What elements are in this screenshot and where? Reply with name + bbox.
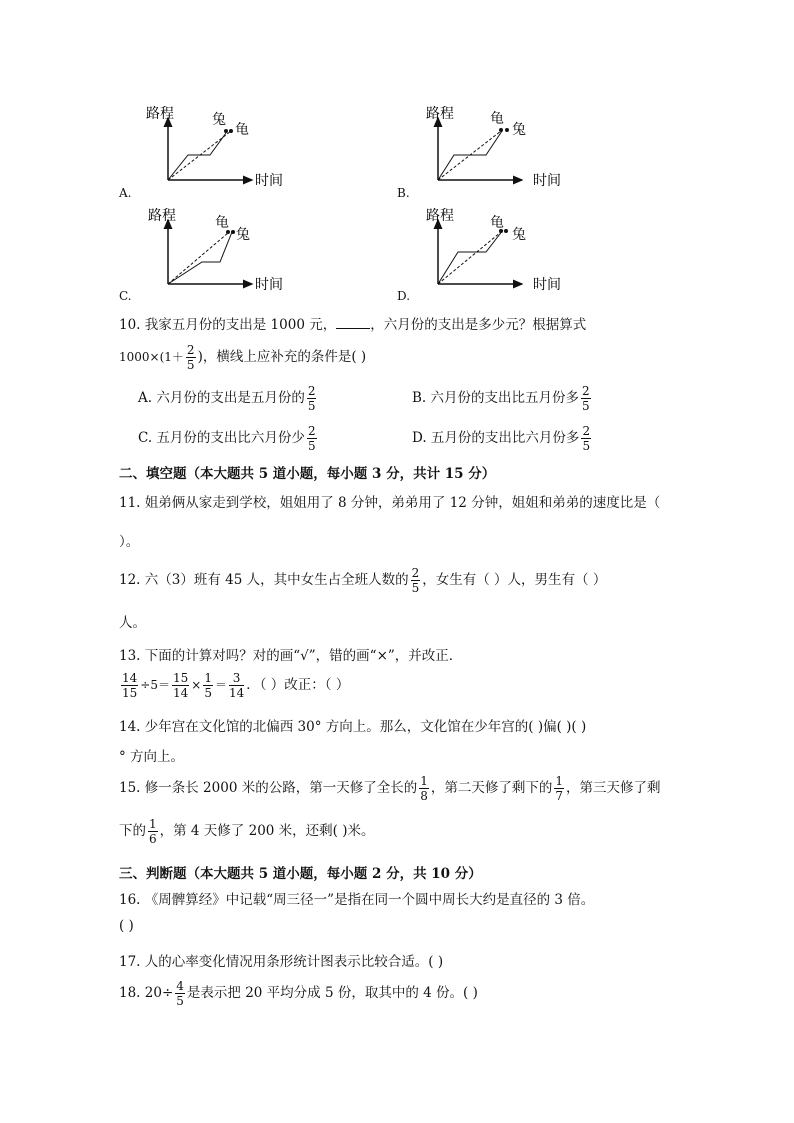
turtle-dot bbox=[499, 128, 503, 132]
rabbit-label: 兔 bbox=[512, 122, 526, 138]
turtle-label: 龟 bbox=[235, 122, 249, 138]
question-17: 17. 人的心率变化情况用条形统计图表示比较合适。( ) bbox=[119, 954, 444, 970]
frac-num: 1 bbox=[204, 671, 212, 685]
x-label: 时间 bbox=[533, 277, 561, 293]
q13-op2: × bbox=[191, 678, 202, 692]
question-11-line2: ）。 bbox=[119, 534, 140, 550]
question-12-line1 bbox=[119, 567, 606, 594]
question-16-line1: 16. 《周髀算经》中记载“周三径一”是指在同一个圆中周长大约是直径的 3 倍。 bbox=[119, 892, 595, 908]
question-15-line1 bbox=[119, 775, 660, 802]
question-13-line1: 13. 下面的计算对吗？对的画“√”，错的画“×”，并改正． bbox=[119, 648, 463, 664]
q13-fraction-1 bbox=[121, 672, 138, 699]
q18-pre: 18. 20÷ bbox=[119, 985, 174, 1001]
frac-num: 3 bbox=[229, 672, 244, 686]
frac-den: 6 bbox=[149, 832, 157, 846]
frac-num: 2 bbox=[411, 566, 420, 580]
rabbit-dot bbox=[504, 229, 508, 233]
q10-formula-post: )，横线上应补充的条件是( ) bbox=[197, 349, 367, 365]
x-label: 时间 bbox=[255, 173, 283, 189]
q15-pre: 15. 修一条长 2000 米的公路，第一天修了全长的 bbox=[119, 780, 418, 796]
q13-fraction-3 bbox=[203, 672, 213, 699]
option-c-label: C. bbox=[119, 289, 132, 303]
question-14-line2: ° 方向上。 bbox=[119, 749, 185, 765]
q15-line2-post: ，第 4 天修了 200 米，还剩( )米。 bbox=[159, 823, 375, 839]
graph-c bbox=[118, 204, 298, 300]
turtle-dot bbox=[229, 129, 233, 133]
y-label: 路程 bbox=[146, 106, 174, 122]
option-a-label: A. bbox=[119, 186, 132, 200]
question-10-formula bbox=[119, 344, 366, 371]
rabbit-label: 兔 bbox=[512, 227, 526, 243]
q13-fraction-2 bbox=[172, 672, 189, 699]
q10-option-d-text: D. 五月份的支出比六月份多 bbox=[412, 430, 580, 446]
frac-num: 2 bbox=[582, 424, 591, 438]
question-12-line2: 人。 bbox=[119, 615, 146, 631]
frac-den: 14 bbox=[172, 686, 189, 700]
frac-num: 1 bbox=[149, 817, 157, 831]
section-3-heading: 三、判断题（本大题共 5 道小题，每小题 2 分，共 10 分） bbox=[119, 866, 482, 882]
q10-text-post: ，六月份的支出是多少元？根据算式 bbox=[370, 317, 587, 333]
turtle-path bbox=[168, 233, 228, 284]
frac-den: 5 bbox=[204, 686, 212, 700]
q10-option-d-fraction bbox=[581, 425, 591, 452]
q10-option-b-fraction bbox=[581, 385, 591, 412]
frac-den: 7 bbox=[555, 789, 563, 803]
q10-blank bbox=[336, 316, 370, 329]
rabbit-label: 兔 bbox=[236, 227, 250, 243]
frac-den: 15 bbox=[122, 686, 138, 700]
graph-a bbox=[118, 100, 298, 200]
q10-option-c-fraction bbox=[307, 425, 317, 452]
question-14-line1: 14. 少年宫在文化馆的北偏西 30° 方向上。那么，文化馆在少年宫的( )偏( )( ) bbox=[119, 719, 587, 735]
turtle-path bbox=[438, 232, 501, 284]
frac-den: 8 bbox=[420, 789, 428, 803]
q12-fraction bbox=[411, 567, 421, 594]
q18-fraction bbox=[175, 980, 185, 1007]
q12-pre: 12. 六（3）班有 45 人，其中女生占全班人数的 bbox=[119, 572, 409, 588]
frac-den: 5 bbox=[582, 439, 591, 453]
section-2-heading: 二、填空题（本大题共 5 道小题，每小题 3 分，共计 15 分） bbox=[119, 466, 496, 482]
q10-formula-pre: 1000×(1＋ bbox=[119, 350, 184, 364]
frac-den: 5 bbox=[186, 358, 195, 372]
q10-option-c-text: C. 五月份的支出比六月份少 bbox=[138, 430, 305, 446]
rabbit-dot bbox=[231, 230, 235, 234]
q10-option-a-text: A. 六月份的支出是五月份的 bbox=[138, 390, 305, 406]
y-label: 路程 bbox=[426, 106, 454, 122]
frac-num: 2 bbox=[186, 343, 195, 357]
frac-den: 5 bbox=[176, 994, 184, 1008]
q12-post: ，女生有（ ）人，男生有（ ） bbox=[422, 572, 607, 588]
frac-den: 14 bbox=[228, 686, 245, 700]
graph-b bbox=[388, 100, 578, 200]
frac-den: 5 bbox=[411, 581, 420, 595]
frac-num: 2 bbox=[582, 384, 590, 398]
frac-num: 1 bbox=[420, 774, 428, 788]
q10-option-c[interactable] bbox=[138, 425, 319, 452]
frac-den: 5 bbox=[582, 399, 590, 413]
frac-num: 15 bbox=[172, 671, 189, 685]
frac-den: 5 bbox=[307, 399, 316, 413]
q10-option-a-fraction bbox=[307, 385, 317, 412]
question-18 bbox=[119, 980, 478, 1007]
q10-option-a[interactable] bbox=[138, 385, 318, 412]
question-15-line2 bbox=[119, 818, 375, 845]
q10-text-pre: 10. 我家五月份的支出是 1000 元， bbox=[119, 317, 337, 333]
frac-den: 5 bbox=[307, 439, 316, 453]
q13-op3: ＝ bbox=[214, 678, 227, 692]
q13-fraction-4 bbox=[229, 672, 244, 699]
q15-line2-pre: 下的 bbox=[119, 823, 146, 839]
frac-num: 2 bbox=[307, 424, 316, 438]
q10-option-b[interactable] bbox=[412, 385, 593, 412]
y-label: 路程 bbox=[148, 208, 176, 224]
question-13-formula bbox=[119, 672, 349, 699]
q15-post: ，第三天修了剩 bbox=[565, 780, 661, 796]
turtle-label: 龟 bbox=[490, 215, 504, 231]
graph-d bbox=[388, 204, 578, 300]
q10-option-d[interactable] bbox=[412, 425, 593, 452]
rabbit-label: 兔 bbox=[212, 112, 226, 128]
turtle-label: 龟 bbox=[490, 111, 504, 127]
frac-num: 14 bbox=[122, 671, 138, 685]
q15-fraction-1 bbox=[419, 775, 429, 802]
question-10-line1 bbox=[119, 313, 586, 333]
q10-fraction bbox=[186, 344, 196, 371]
frac-num: 1 bbox=[555, 774, 563, 788]
q13-tail: ．（ ）改正：（ ） bbox=[246, 677, 350, 693]
question-11-line1: 11. 姐弟俩从家走到学校，姐姐用了 8 分钟，弟弟用了 12 分钟，姐姐和弟弟的速度比是（ bbox=[119, 495, 661, 511]
q15-mid: ，第二天修了剩下的 bbox=[430, 780, 553, 796]
q18-post: 是表示把 20 平均分成 5 份，取其中的 4 份。( ) bbox=[186, 985, 478, 1001]
turtle-label: 龟 bbox=[215, 215, 229, 231]
q10-option-b-text: B. 六月份的支出比五月份多 bbox=[412, 390, 580, 406]
rabbit-dot bbox=[505, 128, 509, 132]
frac-num: 2 bbox=[307, 384, 316, 398]
question-16-line2: ( ) bbox=[119, 918, 134, 934]
q15-fraction-2 bbox=[554, 775, 564, 802]
x-label: 时间 bbox=[533, 173, 561, 189]
option-b-label: B. bbox=[397, 186, 410, 200]
option-d-label: D. bbox=[397, 289, 411, 303]
frac-num: 4 bbox=[176, 979, 184, 993]
rabbit-dot bbox=[224, 129, 228, 133]
y-label: 路程 bbox=[426, 208, 454, 224]
x-label: 时间 bbox=[255, 277, 283, 293]
q15-fraction-3 bbox=[148, 818, 158, 845]
q13-op1: ÷5＝ bbox=[140, 678, 170, 692]
